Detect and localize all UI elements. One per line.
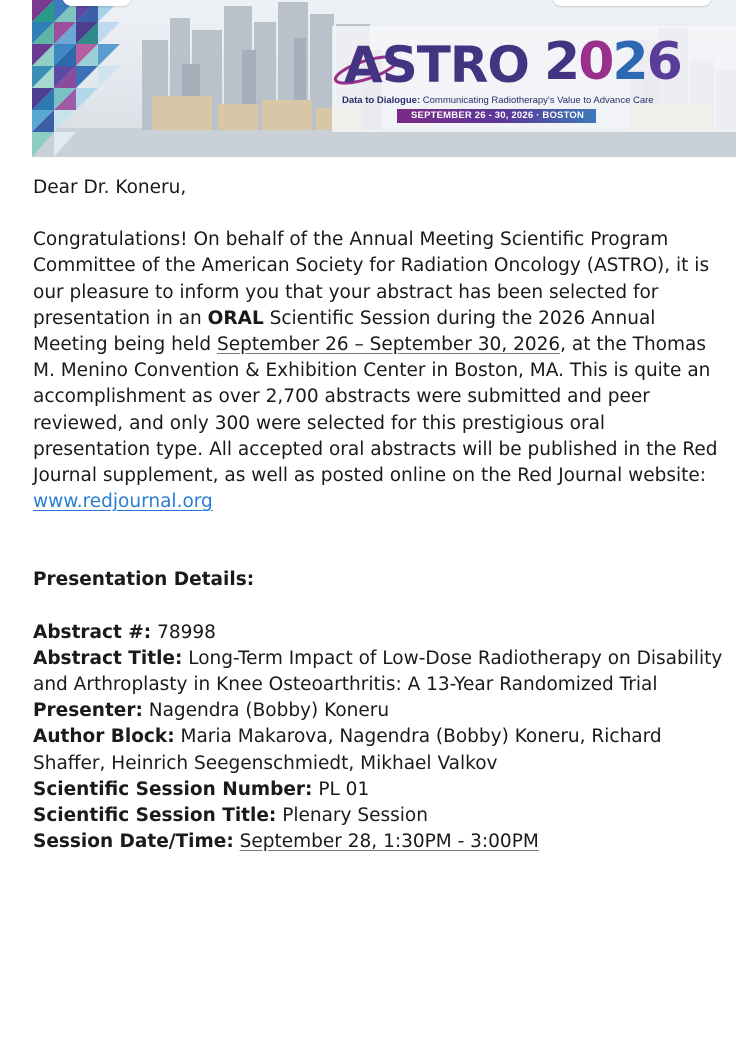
detail-abstract-title <box>33 646 723 698</box>
greeting: Dear Dr. Koneru, <box>33 177 187 198</box>
detail-label: Scientific Session Title: <box>33 805 277 827</box>
detail-abstract-number <box>33 620 723 646</box>
detail-value: 78998 <box>151 621 216 643</box>
detail-author-block <box>33 724 723 776</box>
tagline-bold: Data to Dialogue: <box>342 95 421 106</box>
congratulations-paragraph <box>33 227 723 515</box>
detail-session-number <box>33 777 723 803</box>
paragraph-text: Scientific Session during the 2026 Annual Meeting being held <box>33 307 656 356</box>
letter-body <box>33 175 723 855</box>
top-tab-right <box>552 0 712 6</box>
header-banner <box>32 0 736 157</box>
detail-session-datetime <box>33 829 723 855</box>
redjournal-link[interactable]: www.redjournal.org <box>33 491 213 513</box>
detail-value: Nagendra (Bobby) Koneru <box>142 700 390 722</box>
detail-value: Plenary Session <box>276 805 428 827</box>
detail-session-title <box>33 803 723 829</box>
meeting-dates-link[interactable]: September 26 – September 30, 2026 <box>216 334 561 356</box>
logo-year-digit: 2 <box>544 32 579 92</box>
tagline-text: Communicating Radiotherapy's Value to Advance Care <box>420 95 654 106</box>
logo-year-digit: 6 <box>646 32 681 92</box>
detail-value: Maria Makarova, Nagendra (Bobby) Koneru, Richard Shaffer, Heinrich Seegenschmiedt, Mikhael Valkov <box>33 726 662 774</box>
detail-label: Presenter: <box>33 700 143 722</box>
detail-label: Scientific Session Number: <box>33 778 313 800</box>
logo-year <box>544 32 681 92</box>
oral-emphasis: ORAL <box>207 307 264 329</box>
detail-presenter <box>33 698 723 724</box>
meeting-dates-badge: SEPTEMBER 26 - 30, 2026 · BOSTON <box>397 109 596 123</box>
detail-label: Abstract Title: <box>33 647 183 669</box>
paragraph-text: Congratulations! On behalf of the Annual Meeting Scientific Program Committee of the American Society for Radiation Oncology (ASTRO), it is our pleasure to inform you that your abstract has been selected for presentation in an <box>33 229 710 329</box>
meeting-tagline <box>342 95 654 106</box>
paragraph-text: , at the Thomas M. Menino Convention & Exhibition Center in Boston, MA. This is quite an accomplishment as over 2,700 abstracts were submitted and peer reviewed, and only 300 were selected for this prestigious oral presentation type. All accepted oral abstracts will be published in the Red Journal supplement, as well as posted online on the Red Journal website: <box>33 334 718 487</box>
top-tab-left <box>62 0 132 6</box>
session-datetime-link[interactable]: September 28, 1:30PM - 3:00PM <box>239 831 539 853</box>
detail-label: Session Date/Time: <box>33 831 234 853</box>
detail-label: Author Block: <box>33 726 175 748</box>
detail-value: Long-Term Impact of Low-Dose Radiotherapy on Disability and Arthroplasty in Knee Osteoarthritis: A 13-Year Randomized Trial <box>33 647 723 696</box>
logo-year-digit: 0 <box>578 32 613 92</box>
section-heading: Presentation Details: <box>33 569 255 591</box>
logo-year-digit: 2 <box>612 32 647 92</box>
astro-logo-text: ASTRO <box>344 36 529 94</box>
detail-label: Abstract #: <box>33 621 152 643</box>
presentation-details <box>33 620 723 856</box>
detail-value: PL 01 <box>312 778 370 800</box>
